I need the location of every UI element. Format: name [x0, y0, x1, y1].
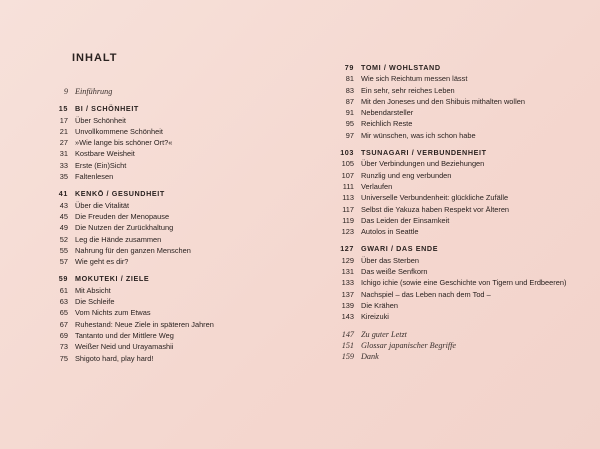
toc-entry	[52, 115, 302, 126]
toc-entry	[52, 296, 302, 307]
toc-entry	[338, 266, 588, 277]
toc-entry	[52, 330, 302, 341]
toc-page-number: 73	[59, 342, 68, 352]
toc-page-number: 15	[58, 104, 68, 114]
toc-page-number: 87	[345, 96, 354, 106]
toc-page-number: 67	[59, 319, 68, 329]
toc-page-number: 79	[344, 63, 354, 72]
toc-entry-title: Runzlig und eng verbunden	[361, 170, 452, 180]
toc-entry-title: Das Leiden der Einsamkeit	[361, 215, 450, 225]
toc-page-number: 129	[341, 255, 354, 265]
toc-page-number: 49	[59, 223, 68, 233]
toc-entry-title: Mir wünschen, was ich schon habe	[361, 130, 476, 140]
toc-page-number: 97	[345, 130, 354, 140]
toc-entry-title: KENKŌ / GESUNDHEIT	[75, 189, 165, 199]
toc-entry	[52, 234, 302, 245]
toc-entry	[338, 277, 588, 288]
toc-entry-title: BI / SCHÖNHEIT	[75, 104, 139, 114]
toc-entry-title: »Wie lange bis schöner Ort?«	[75, 138, 173, 148]
toc-page-number: 139	[341, 300, 354, 310]
toc-page-number: 41	[58, 189, 68, 199]
toc-page-number: 81	[345, 74, 354, 84]
toc-entry	[52, 222, 302, 233]
toc-entry	[52, 353, 302, 364]
toc-entry	[52, 126, 302, 137]
toc-page-number: 91	[345, 108, 354, 118]
toc-entry-title: Dank	[361, 352, 379, 362]
toc-entry-title: Wie geht es dir?	[75, 257, 129, 267]
toc-entry-title: Zu guter Letzt	[361, 329, 407, 339]
toc-page-number: 83	[345, 85, 354, 95]
toc-entry	[338, 255, 588, 266]
toc-page-number: 127	[340, 244, 354, 254]
toc-entry-title: Über Verbindungen und Beziehungen	[361, 159, 485, 169]
toc-page-number: 119	[342, 215, 354, 225]
toc-page-number: 123	[341, 227, 354, 237]
toc-entry-title: Kostbare Weisheit	[75, 149, 135, 159]
toc-right-column	[338, 62, 588, 362]
toc-entry	[338, 300, 588, 311]
toc-entry-title: Leg die Hände zusammen	[75, 234, 162, 244]
toc-page-number: 107	[341, 170, 354, 180]
toc-page-number: 45	[59, 211, 68, 221]
toc-page-number: 69	[59, 330, 68, 340]
toc-entry	[338, 351, 588, 362]
toc-entry-title: Tantanto und der Mittlere Weg	[75, 330, 174, 340]
toc-entry-title: Selbst die Yakuza haben Respekt vor Älteren	[361, 204, 510, 214]
toc-entry	[338, 130, 588, 141]
toc-page-number: 17	[59, 115, 68, 125]
toc-entry-title: Vom Nichts zum Etwas	[75, 308, 151, 318]
toc-section-heading	[52, 103, 302, 114]
toc-page-number: 103	[340, 148, 354, 158]
toc-entry	[338, 226, 588, 237]
toc-entry	[52, 211, 302, 222]
toc-page-number: 151	[341, 340, 354, 350]
toc-page-number: 57	[59, 257, 68, 267]
toc-page-number: 111	[342, 181, 354, 191]
toc-page-number: 63	[59, 297, 68, 307]
toc-entry-title: Ruhestand: Neue Ziele in späteren Jahren	[75, 319, 214, 329]
toc-entry	[52, 171, 302, 182]
toc-entry-title: Nebendarsteller	[361, 108, 414, 118]
toc-page-number: 75	[59, 353, 68, 363]
toc-entry	[338, 158, 588, 169]
toc-entry	[52, 86, 302, 97]
toc-page-number: 147	[341, 329, 354, 339]
toc-page-number: 95	[345, 119, 354, 129]
toc-entry	[338, 170, 588, 181]
toc-page-number: 43	[59, 200, 68, 210]
toc-page-number: 31	[59, 149, 68, 159]
toc-page-number: 61	[59, 285, 68, 295]
toc-section-heading	[52, 188, 302, 199]
toc-entry-title: Glossar japanischer Begriffe	[361, 340, 457, 350]
toc-page-number: 27	[59, 138, 68, 148]
toc-entry-title: Über Schönheit	[75, 115, 126, 125]
toc-page-number: 55	[59, 245, 68, 255]
page-title: INHALT	[72, 52, 118, 64]
toc-page-number: 117	[342, 204, 354, 214]
toc-entry-title: Ichigo ichie (sowie eine Geschichte von Tigern und Erdbeeren)	[361, 278, 567, 288]
toc-entry-title: Einführung	[75, 87, 113, 96]
toc-entry	[338, 311, 588, 322]
toc-entry-title: Reichlich Reste	[361, 119, 413, 129]
toc-page-number: 35	[59, 172, 68, 182]
toc-entry-title: MOKUTEKI / ZIELE	[75, 274, 150, 284]
toc-page-number: 105	[341, 159, 354, 169]
toc-entry	[338, 73, 588, 84]
toc-entry-title: GWARI / DAS ENDE	[361, 244, 439, 254]
toc-section-heading	[338, 147, 588, 158]
toc-entry	[338, 329, 588, 340]
toc-entry-title: Die Krähen	[361, 300, 398, 310]
toc-entry	[338, 96, 588, 107]
toc-entry	[338, 340, 588, 351]
toc-entry	[52, 160, 302, 171]
toc-entry	[338, 85, 588, 96]
toc-entry-title: Faltenlesen	[75, 172, 114, 182]
toc-entry	[338, 107, 588, 118]
toc-left-column	[52, 86, 302, 364]
toc-entry-title: Erste (Ein)Sicht	[75, 160, 127, 170]
toc-entry-title: Unvollkommene Schönheit	[75, 126, 163, 136]
toc-entry-title: Die Nutzen der Zurückhaltung	[75, 223, 174, 233]
toc-page-number: 65	[59, 308, 68, 318]
toc-page-number: 137	[341, 289, 354, 299]
toc-page-number: 133	[341, 278, 354, 288]
toc-entry-title: Nahrung für den ganzen Menschen	[75, 245, 191, 255]
toc-entry	[338, 289, 588, 300]
toc-entry-title: Über die Vitalität	[75, 200, 130, 210]
toc-entry-title: Das weiße Senfkorn	[361, 267, 428, 277]
toc-page-number: 33	[59, 160, 68, 170]
toc-page-number: 113	[342, 193, 354, 203]
toc-page-number: 21	[59, 126, 68, 136]
toc-entry	[338, 204, 588, 215]
toc-entry-title: Mit Absicht	[75, 285, 111, 295]
toc-page-number: 59	[58, 274, 68, 284]
toc-entry	[338, 181, 588, 192]
toc-entry-title: Ein sehr, sehr reiches Leben	[361, 85, 455, 95]
toc-entry-title: Die Freuden der Menopause	[75, 211, 170, 221]
toc-page-number: 143	[341, 312, 354, 322]
toc-entry-title: Shigoto hard, play hard!	[75, 353, 154, 363]
toc-entry	[52, 307, 302, 318]
toc-page-number: 52	[59, 234, 68, 244]
toc-entry-title: Verlaufen	[361, 181, 393, 191]
toc-entry-title: Autolos in Seattle	[361, 227, 419, 237]
toc-section-heading	[338, 62, 588, 73]
toc-entry	[338, 215, 588, 226]
toc-entry	[52, 285, 302, 296]
toc-entry-title: Wie sich Reichtum messen lässt	[361, 74, 468, 84]
toc-entry-title: TSUNAGARI / VERBUNDENHEIT	[361, 148, 487, 158]
toc-entry	[52, 245, 302, 256]
toc-entry	[52, 148, 302, 159]
toc-page-number: 131	[341, 267, 354, 277]
toc-entry	[52, 137, 302, 148]
toc-entry-title: Kireizuki	[361, 312, 389, 322]
toc-page-number: 9	[63, 87, 68, 96]
toc-entry	[52, 256, 302, 267]
toc-entry	[338, 192, 588, 203]
toc-entry	[52, 200, 302, 211]
toc-entry-title: Über das Sterben	[361, 255, 419, 265]
toc-entry-title: Nachspiel – das Leben nach dem Tod –	[361, 289, 491, 299]
toc-entry-title: Die Schleife	[75, 297, 115, 307]
toc-section-heading	[338, 243, 588, 254]
toc-entry-title: TOMI / WOHLSTAND	[361, 63, 441, 72]
toc-entry-title: Universelle Verbundenheit: glückliche Zufälle	[361, 193, 509, 203]
toc-entry	[338, 118, 588, 129]
toc-entry-title: Weißer Neid und Urayamashii	[75, 342, 174, 352]
toc-page-number: 159	[341, 352, 354, 362]
toc-entry-title: Mit den Joneses und den Shibuis mithalten wollen	[361, 96, 525, 106]
toc-section-heading	[52, 273, 302, 284]
toc-entry	[52, 319, 302, 330]
toc-entry	[52, 341, 302, 352]
